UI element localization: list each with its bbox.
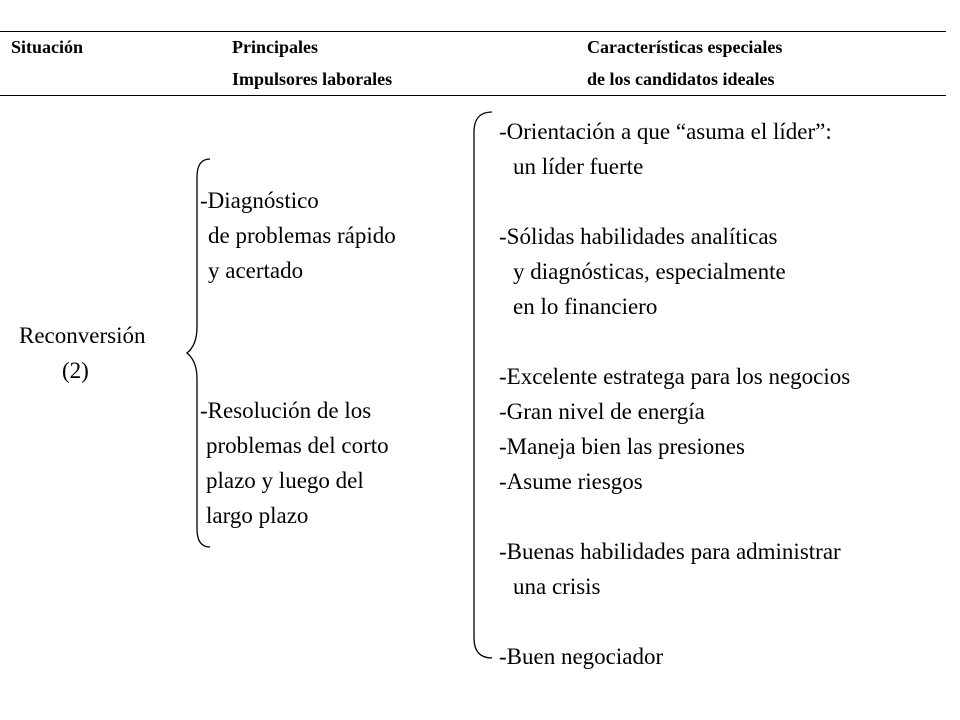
driver-item: de problemas rápido (208, 223, 396, 248)
column-header-caracteristicas-line: de los candidatos ideales (587, 69, 775, 89)
situation-count: (2) (62, 358, 89, 383)
driver-item: -Diagnóstico (200, 188, 319, 213)
characteristic-line: un líder fuerte (513, 154, 644, 179)
characteristic-spacer (499, 499, 850, 534)
column-header-impulsores-line: Principales (232, 37, 318, 57)
column-header-caracteristicas-line: Características especiales (587, 37, 783, 57)
characteristic-line: -Sólidas habilidades analíticas (499, 224, 778, 249)
driver-item: -Resolución de los (200, 398, 372, 423)
driver-item: plazo y luego del (206, 468, 364, 493)
driver-spacer (200, 288, 396, 323)
characteristics-cell (499, 114, 850, 674)
characteristic-line: en lo financiero (513, 294, 658, 319)
header-top-rule (0, 31, 946, 32)
driver-spacer (200, 323, 396, 358)
driver-item: problemas del corto (206, 433, 389, 458)
column-header-situacion-text: Situación (11, 37, 84, 57)
characteristic-line: -Excelente estratega para los negocios (499, 364, 851, 389)
characteristic-line: -Buenas habilidades para administrar (499, 539, 841, 564)
column-header-caracteristicas (587, 31, 782, 95)
drivers-cell (200, 183, 396, 533)
characteristic-line: -Orientación a que “asuma el líder”: (499, 119, 832, 144)
characteristic-spacer (499, 324, 850, 359)
driver-item: y acertado (208, 258, 304, 283)
characteristic-line: y diagnósticas, especialmente (513, 259, 786, 284)
situation-label: Reconversión (19, 323, 146, 348)
characteristic-spacer (499, 604, 850, 639)
driver-item: largo plazo (206, 503, 309, 528)
characteristics-bracket-icon (468, 110, 498, 660)
characteristic-line: -Asume riesgos (499, 469, 643, 494)
column-header-impulsores (232, 31, 392, 95)
driver-spacer (200, 358, 396, 393)
column-header-impulsores-line: Impulsores laborales (232, 69, 393, 89)
characteristic-spacer (499, 184, 850, 219)
characteristic-line: -Maneja bien las presiones (499, 434, 745, 459)
situation-cell (19, 318, 145, 388)
column-header-situacion (11, 31, 83, 63)
header-bottom-rule (0, 95, 946, 96)
characteristic-line: -Gran nivel de energía (499, 399, 705, 424)
characteristic-line: una crisis (513, 574, 601, 599)
characteristic-line: -Buen negociador (499, 644, 664, 669)
